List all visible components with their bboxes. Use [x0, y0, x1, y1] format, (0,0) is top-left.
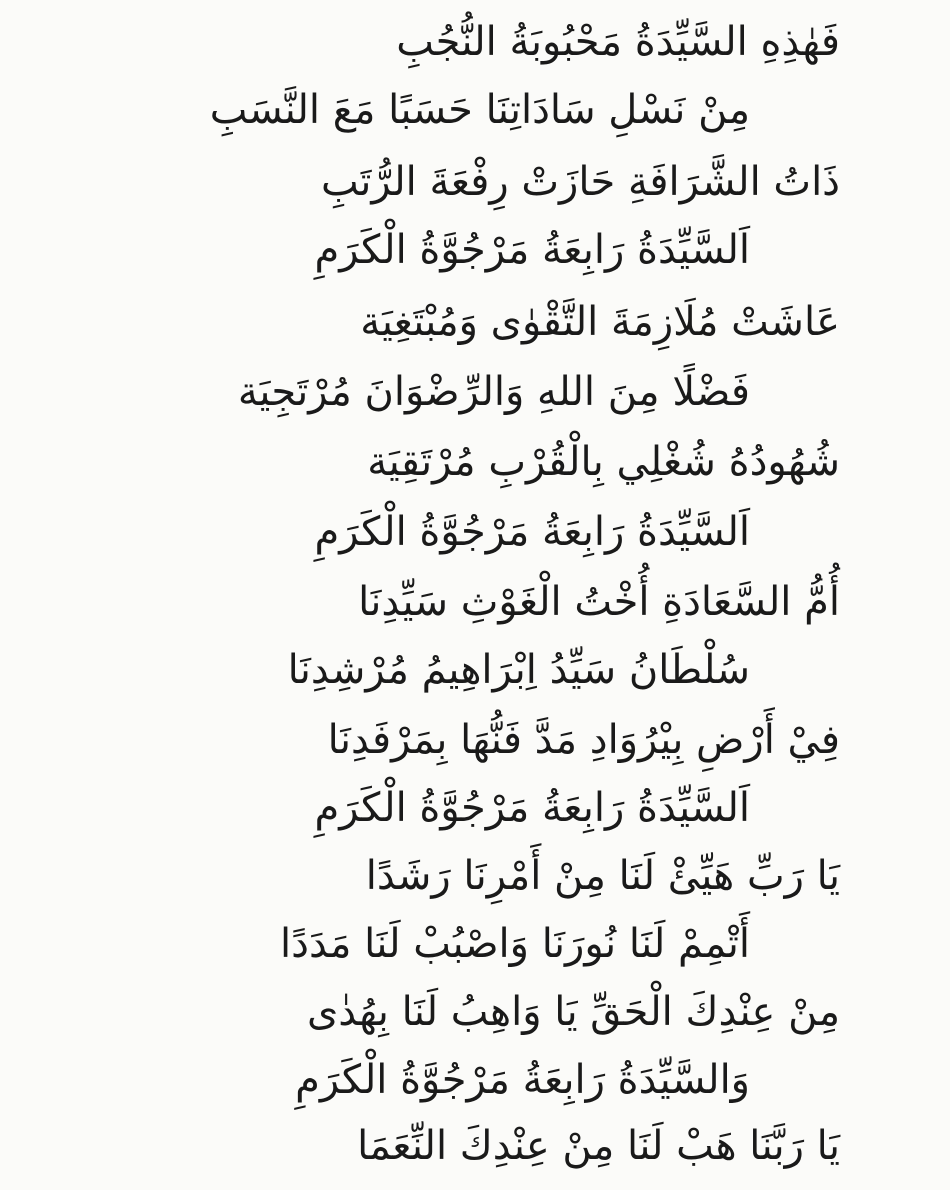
- poem-line-6: فَضْلًا مِنَ اللهِ وَالرِّضْوَانَ مُرْتَجِيَة: [237, 369, 750, 415]
- poem-line-16: وَالسَّيِّدَةُ رَابِعَةُ مَرْجُوَّةُ الْكَرَمِ: [295, 1057, 750, 1103]
- poem-line-11: فِيْ أَرْضِ بِيْرُوَادِ مَدَّ فَنُّهَا بِمَرْفَدِنَا: [327, 717, 840, 763]
- poem-line-14: أَتْمِمْ لَنَا نُورَنَا وَاصْبُبْ لَنَا مَدَدًا: [280, 921, 750, 967]
- poem-line-10: سُلْطَانُ سَيِّدُ اِبْرَاهِيمُ مُرْشِدِنَا: [287, 647, 750, 693]
- poem-line-7: شُهُودُهُ شُغْلِي بِالْقُرْبِ مُرْتَقِيَة: [367, 439, 840, 485]
- poem-line-9: أُمُّ السَّعَادَةِ أُخْتُ الْغَوْثِ سَيِّدِنَا: [358, 579, 840, 625]
- arabic-poem: [95, 4, 840, 1184]
- poem-line-15: مِنْ عِنْدِكَ الْحَقِّ يَا وَاهِبُ لَنَا بِهُدٰى: [307, 989, 840, 1035]
- poem-line-8: اَلسَّيِّدَةُ رَابِعَةُ مَرْجُوَّةُ الْكَرَمِ: [314, 509, 750, 555]
- poem-line-2: مِنْ نَسْلِ سَادَاتِنَا حَسَبًا مَعَ النَّسَبِ: [209, 87, 750, 133]
- poem-line-13: يَا رَبِّ هَيِّئْ لَنَا مِنْ أَمْرِنَا رَشَدًا: [365, 853, 840, 899]
- poem-line-5: عَاشَتْ مُلَازِمَةَ التَّقْوٰى وَمُبْتَغِيَة: [360, 299, 840, 345]
- poem-line-1: فَهٰذِهِ السَّيِّدَةُ مَحْبُوبَةُ النُّجُبِ: [396, 19, 840, 65]
- poem-line-4: اَلسَّيِّدَةُ رَابِعَةُ مَرْجُوَّةُ الْكَرَمِ: [314, 227, 750, 273]
- poem-line-12: اَلسَّيِّدَةُ رَابِعَةُ مَرْجُوَّةُ الْكَرَمِ: [314, 785, 750, 831]
- poem-line-17: يَا رَبَّنَا هَبْ لَنَا مِنْ عِنْدِكَ النِّعَمَا: [357, 1123, 840, 1169]
- poem-line-3: ذَاتُ الشَّرَافَةِ حَازَتْ رِفْعَةَ الرُّتَبِ: [320, 159, 840, 205]
